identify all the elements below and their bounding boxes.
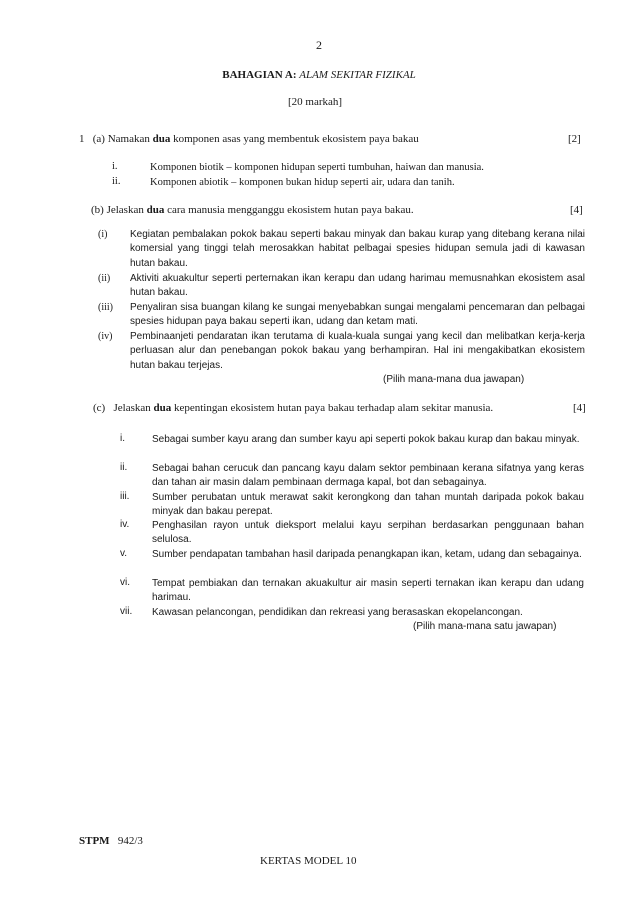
part-a-answer-text: Komponen biotik – komponen hidupan seperti tumbuhan, haiwan dan manusia. bbox=[150, 162, 484, 173]
part-b-answer-text: Penyaliran sisa buangan kilang ke sungai menyebabkan sungai mengalami pencemaran dan pelbagai spesies hidupan paya bakau seperti ikan, udang dan ketam mati. bbox=[130, 302, 585, 328]
part-c-answer-num: vii. bbox=[120, 606, 133, 617]
part-b-marks: [4] bbox=[570, 204, 583, 216]
part-c-answer-num: v. bbox=[120, 548, 128, 559]
part-a-marks: [2] bbox=[568, 133, 581, 145]
part-a-answer-num: i. bbox=[112, 161, 118, 172]
part-c-answer-num: iii. bbox=[120, 491, 130, 502]
footer-code-label: STPM bbox=[79, 835, 110, 847]
part-c-note: (Pilih mana-mana satu jawapan) bbox=[413, 621, 557, 632]
part-b-answer-num: (ii) bbox=[98, 273, 111, 284]
question-number: 1 bbox=[79, 133, 85, 145]
part-b-answer-text: Kegiatan pembalakan pokok bakau seperti bakau minyak dan bakau kurap yang ditebang kerana nilai komersial yang tinggi telah merosakkan habitat pelbagai spesies hidupan semula jadi di kawasan hutan bakau. bbox=[130, 229, 585, 269]
part-b-answer-num: (iii) bbox=[98, 302, 113, 313]
part-c-answer-num: iv. bbox=[120, 519, 130, 530]
part-c-label: (c) bbox=[93, 402, 106, 414]
section-total-marks: [20 markah] bbox=[288, 96, 343, 108]
part-a-text-after: komponen asas yang membentuk ekosistem paya bakau bbox=[173, 133, 419, 145]
page-number: 2 bbox=[316, 38, 322, 52]
footer-code-number: 942/3 bbox=[117, 835, 143, 847]
part-b-bold: dua bbox=[146, 204, 165, 216]
part-a-answer-num: ii. bbox=[112, 176, 121, 187]
question-part-b bbox=[91, 204, 414, 216]
part-a-text-before: Namakan bbox=[107, 133, 150, 145]
part-c-answer-num: i. bbox=[120, 433, 125, 444]
part-b-answer-num: (i) bbox=[98, 229, 108, 240]
part-c-answer-text: Sumber pendapatan tambahan hasil daripada penangkapan ikan, ketam, udang dan sebagainya. bbox=[152, 549, 582, 560]
part-a-answer-text: Komponen abiotik – komponen bukan hidup seperti air, udara dan tanih. bbox=[150, 177, 455, 188]
section-heading: ALAM SEKITAR FIZIKAL bbox=[299, 69, 416, 81]
part-b-label: (b) bbox=[91, 204, 104, 216]
part-c-answer-text: Penghasilan rayon untuk dieksport melalui kayu serpihan berdasarkan penggunaan bahan selulosa. bbox=[152, 520, 584, 546]
part-b-answer-text: Pembinaanjeti pendaratan ikan terutama di kuala-kuala sungai yang kecil dan melibatkan kerja-kerja perluasan alur dan penebangan pokok bakau yang berhampiran. Hal ini mengakibatkan ekosistem hutan bakau terjejas. bbox=[130, 331, 585, 371]
question-part-a bbox=[79, 133, 419, 145]
part-c-text-before: Jelaskan bbox=[113, 402, 151, 414]
part-b-answer-text: Aktiviti akuakultur seperti perternakan ikan kerapu dan udang harimau memusnahkan ekosistem asal hutan bakau. bbox=[130, 273, 585, 299]
part-a-label: (a) bbox=[92, 133, 105, 145]
part-a-bold: dua bbox=[152, 133, 171, 145]
part-c-answer-text: Tempat pembiakan dan ternakan akuakultur air masin seperti ternakan ikan kerapu dan udang harimau. bbox=[152, 578, 584, 604]
part-c-bold: dua bbox=[153, 402, 172, 414]
part-b-answer-num: (iv) bbox=[98, 331, 113, 342]
part-b-text-before: Jelaskan bbox=[106, 204, 144, 216]
part-c-answer-num: ii. bbox=[120, 462, 128, 473]
section-title bbox=[0, 69, 638, 81]
part-c-answer-num: vi. bbox=[120, 577, 130, 588]
footer-code bbox=[79, 835, 143, 847]
part-c-marks: [4] bbox=[573, 402, 586, 414]
part-c-answer-text: Kawasan pelancongan, pendidikan dan rekreasi yang berasaskan ekopelancongan. bbox=[152, 607, 523, 618]
part-c-answer-text: Sebagai bahan cerucuk dan pancang kayu dalam sektor pembinaan kerana sifatnya yang keras dan tahan air masin dalam pembinaan dermaga kapal, bot dan sebagainya. bbox=[152, 463, 584, 489]
part-b-text-after: cara manusia mengganggu ekosistem hutan paya bakau. bbox=[167, 204, 414, 216]
section-label: BAHAGIAN A: bbox=[222, 69, 297, 81]
part-c-text-after: kepentingan ekosistem hutan paya bakau terhadap alam sekitar manusia. bbox=[173, 402, 494, 414]
part-c-answer-text: Sebagai sumber kayu arang dan sumber kayu api seperti pokok bakau kurap dan bakau minyak. bbox=[152, 434, 580, 445]
part-c-answer-text: Sumber perubatan untuk merawat sakit kerongkong dan tahan muntah daripada pokok bakau minyak dan bakau perepat. bbox=[152, 492, 584, 518]
question-part-c bbox=[93, 402, 493, 414]
part-b-note: (Pilih mana-mana dua jawapan) bbox=[383, 374, 525, 385]
footer-paper: KERTAS MODEL 10 bbox=[260, 855, 357, 867]
